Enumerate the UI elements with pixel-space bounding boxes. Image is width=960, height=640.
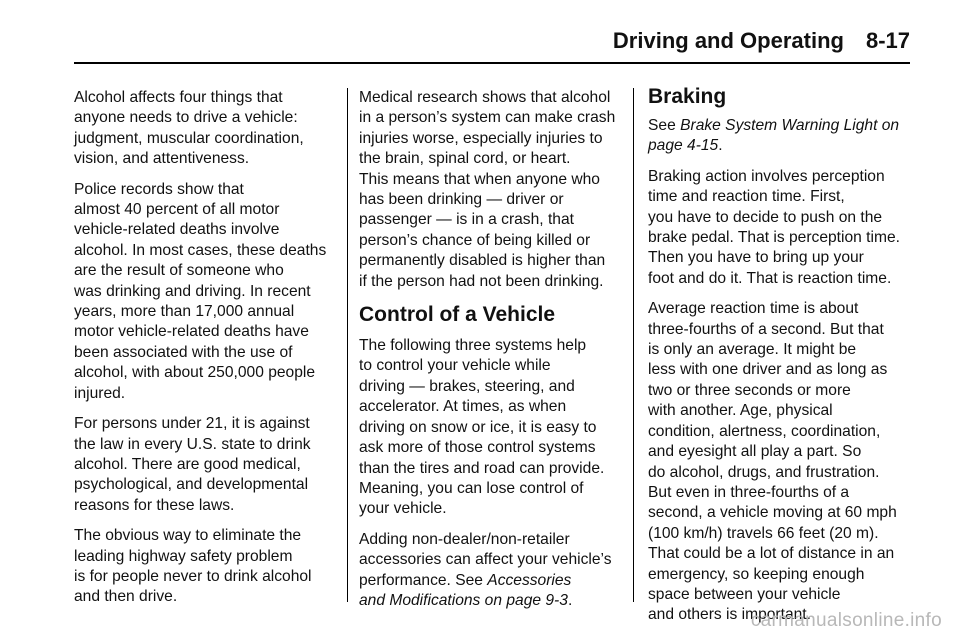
text-line: accessories can affect your vehicle’s xyxy=(359,551,612,569)
text-line: has been drinking — driver or xyxy=(359,191,564,209)
text-line: The following three systems help xyxy=(359,337,587,355)
cross-reference-link[interactable]: Brake System Warning Light on xyxy=(680,117,900,134)
text-line: less with one driver and as long as xyxy=(648,361,888,379)
text-line: if the person had not been drinking. xyxy=(359,272,604,290)
paragraph: Adding non-dealer/non-retailer accessories can affect your vehicle’s performance. See Accessories and Modifications on page 9-3. xyxy=(359,530,622,612)
text-line: years, more than 17,000 annual xyxy=(74,303,295,321)
text-line: For persons under 21, it is against xyxy=(74,415,310,433)
text-line: But even in three-fourths of a xyxy=(648,483,850,501)
section-heading-braking: Braking xyxy=(648,85,727,108)
text-line: three-fourths of a second. But that xyxy=(648,320,884,338)
header-rule xyxy=(74,62,910,64)
text-line: and then drive. xyxy=(74,588,178,606)
text-line: driving on snow or ice, it is easy to xyxy=(359,418,597,436)
text-line: alcohol, with about 250,000 people xyxy=(74,364,316,382)
column-1 xyxy=(74,88,344,618)
text-line: accelerator. At times, as when xyxy=(359,398,567,416)
text-line: Adding non-dealer/non-retailer xyxy=(359,530,570,548)
text-line: injuries worse, especially injuries to xyxy=(359,129,603,147)
paragraph xyxy=(648,299,913,626)
cross-reference-link[interactable]: Accessories xyxy=(487,571,572,589)
text-line: reasons for these laws. xyxy=(74,496,235,514)
watermark: carmanualsonline.info xyxy=(750,610,942,631)
text-line: alcohol. In most cases, these deaths xyxy=(74,241,327,259)
page-number: 8-17 xyxy=(865,28,910,53)
text-line: time and reaction time. First, xyxy=(648,188,845,206)
text-line: vision, and attentiveness. xyxy=(74,150,250,168)
section-heading-control: Control of a Vehicle xyxy=(359,303,556,327)
text-line: leading highway safety problem xyxy=(74,547,293,565)
text-line: do alcohol, drugs, and frustration. xyxy=(648,463,880,481)
text-line: vehicle-related deaths involve xyxy=(74,221,280,239)
column-2 xyxy=(359,88,622,621)
paragraph xyxy=(359,336,622,520)
text-line: almost 40 percent of all motor xyxy=(74,201,280,219)
text-line: condition, alertness, coordination, xyxy=(648,422,881,440)
text-line: alcohol. There are good medical, xyxy=(74,455,301,473)
page-header xyxy=(613,28,910,54)
text-line: person’s chance of being killed or xyxy=(359,231,591,249)
text-line: to control your vehicle while xyxy=(359,357,551,375)
text-line: injured. xyxy=(74,384,126,402)
text-line: is for people never to drink alcohol xyxy=(74,567,312,585)
text-line: permanently disabled is higher than xyxy=(359,252,606,270)
column-divider-2 xyxy=(633,88,634,602)
text-line: the law in every U.S. state to drink xyxy=(74,435,311,453)
paragraph xyxy=(74,414,344,516)
text-line: That could be a lot of distance in an xyxy=(648,545,895,563)
text-line: Medical research shows that alcohol xyxy=(359,89,611,106)
text-line: foot and do it. That is reaction time. xyxy=(648,269,892,287)
text-line: The obvious way to eliminate the xyxy=(74,527,302,545)
text-line: two or three seconds or more xyxy=(648,381,851,399)
text-line: was drinking and driving. In recent xyxy=(74,282,311,300)
text-line: your vehicle. xyxy=(359,500,447,518)
text-line: motor vehicle-related deaths have xyxy=(74,323,309,341)
text-line: judgment, muscular coordination, xyxy=(74,129,304,147)
text-line: Meaning, you can lose control of xyxy=(359,479,584,497)
text-line: (100 km/h) travels 66 feet (20 m). xyxy=(648,524,879,542)
paragraph xyxy=(74,526,344,608)
text-line: is only an average. It might be xyxy=(648,341,857,359)
text-line: the brain, spinal cord, or heart. xyxy=(359,150,571,168)
paragraph: See Brake System Warning Light on page 4-15. xyxy=(648,117,900,155)
text-line: anyone needs to drive a vehicle: xyxy=(74,109,298,127)
text-line: in a person’s system can make crash xyxy=(359,109,616,127)
text-line: second, a vehicle moving at 60 mph xyxy=(648,504,897,522)
paragraph xyxy=(359,88,622,292)
text-line: and eyesight all play a part. So xyxy=(648,443,862,461)
text-line: and others is important. xyxy=(648,606,811,624)
text-line: Police records show that xyxy=(74,180,244,198)
text-line: been associated with the use of xyxy=(74,343,293,361)
text-line: ask more of those control systems xyxy=(359,439,596,457)
text-line: Braking action involves perception xyxy=(648,167,885,185)
paragraph xyxy=(648,167,913,289)
paragraph xyxy=(74,180,344,404)
column-3 xyxy=(648,85,913,636)
text-line: than the tires and road can provide. xyxy=(359,459,605,477)
section-title: Driving and Operating xyxy=(612,28,844,53)
text-line: driving — brakes, steering, and xyxy=(359,377,575,395)
text-line: Alcohol affects four things that xyxy=(74,89,283,106)
text-line: with another. Age, physical xyxy=(648,402,833,420)
text-line: are the result of someone who xyxy=(74,262,284,280)
text-line: passenger — is in a crash, that xyxy=(359,211,574,229)
text-line: emergency, so keeping enough xyxy=(648,565,865,583)
text-line: This means that when anyone who xyxy=(359,170,600,188)
text-line: brake pedal. That is perception time. xyxy=(648,229,900,247)
paragraph xyxy=(74,88,344,170)
text-line: space between your vehicle xyxy=(648,585,841,603)
cross-reference-link[interactable]: page 4-15 xyxy=(648,137,719,155)
text-line: Then you have to bring up your xyxy=(648,249,864,267)
cross-reference-link[interactable]: and Modifications on page 9-3 xyxy=(359,591,568,609)
text-line: you have to decide to push on the xyxy=(648,208,883,226)
text-line: Average reaction time is about xyxy=(648,300,859,318)
text-line: psychological, and developmental xyxy=(74,476,309,494)
column-divider-1 xyxy=(347,88,348,602)
